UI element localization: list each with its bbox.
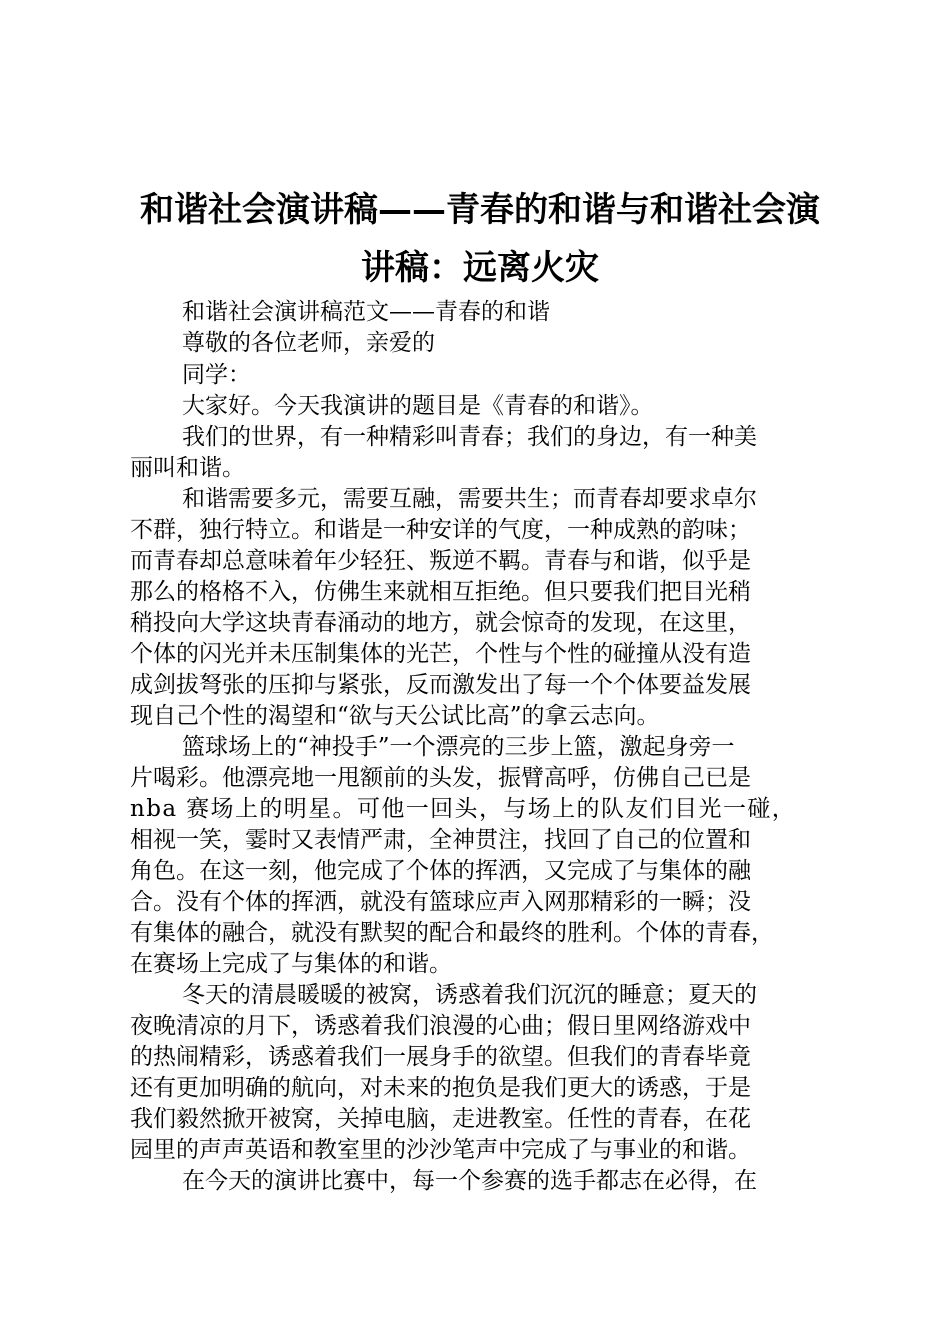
body-line: nba 赛场上的明星。可他一回头，与场上的队友们目光一碰， bbox=[130, 796, 797, 822]
body-line: 在赛场上完成了与集体的和谐。 bbox=[130, 951, 452, 977]
document-title-line-2: 讲稿：远离火灾 bbox=[361, 248, 599, 288]
body-line: 不群，独行特立。和谐是一种安详的气度，一种成熟的韵味； bbox=[130, 517, 751, 543]
body-line: 相视一笑，霎时又表情严肃，全神贯注，找回了自己的位置和 bbox=[130, 827, 751, 853]
body-line: 合。没有个体的挥洒，就没有篮球应声入网那精彩的一瞬；没 bbox=[130, 889, 751, 915]
body-line: 丽叫和谐。 bbox=[130, 455, 245, 481]
body-line: 那么的格格不入，仿佛生来就相互拒绝。但只要我们把目光稍 bbox=[130, 579, 751, 605]
body-line: 而青春却总意味着年少轻狂、叛逆不羁。青春与和谐，似乎是 bbox=[130, 548, 751, 574]
body-line: 和谐社会演讲稿范文——青春的和谐 bbox=[182, 299, 550, 325]
body-line: 角色。在这一刻，他完成了个体的挥洒，又完成了与集体的融 bbox=[130, 858, 751, 884]
body-line: 同学： bbox=[182, 362, 251, 388]
body-line: 个体的闪光并未压制集体的光芒，个性与个性的碰撞从没有造 bbox=[130, 641, 751, 667]
document-title-line-1: 和谐社会演讲稿——青春的和谐与和谐社会演 bbox=[140, 190, 820, 230]
body-line: 大家好。今天我演讲的题目是《青春的和谐》。 bbox=[182, 393, 654, 419]
body-line: 我们毅然掀开被窝，关掉电脑，走进教室。任性的青春，在花 bbox=[130, 1106, 751, 1132]
body-line: 在今天的演讲比赛中，每一个参赛的选手都志在必得，在 bbox=[182, 1168, 757, 1194]
body-line: 我们的世界，有一种精彩叫青春；我们的身边，有一种美 bbox=[182, 424, 757, 450]
body-line: 夜晚清凉的月下，诱惑着我们浪漫的心曲；假日里网络游戏中 bbox=[130, 1013, 751, 1039]
body-line: 还有更加明确的航向，对未来的抱负是我们更大的诱惑，于是 bbox=[130, 1075, 751, 1101]
body-line: 冬天的清晨暖暖的被窝，诱惑着我们沉沉的睡意；夏天的 bbox=[182, 982, 757, 1008]
body-line: 成剑拔弩张的压抑与紧张，反而激发出了每一个个体要益发展 bbox=[130, 672, 751, 698]
body-line: 有集体的融合，就没有默契的配合和最终的胜利。个体的青春， bbox=[130, 920, 774, 946]
body-line: 片喝彩。他漂亮地一甩额前的头发，振臂高呼，仿佛自己已是 bbox=[130, 765, 751, 791]
body-line: 稍投向大学这块青春涌动的地方，就会惊奇的发现，在这里， bbox=[130, 610, 751, 636]
body-line: 现自己个性的渴望和“欲与天公试比高”的拿云志向。 bbox=[130, 703, 660, 729]
body-line: 尊敬的各位老师，亲爱的 bbox=[182, 330, 435, 356]
body-line: 篮球场上的“神投手”一个漂亮的三步上篮，激起身旁一 bbox=[182, 734, 735, 760]
body-line: 和谐需要多元，需要互融，需要共生；而青春却要求卓尔 bbox=[182, 486, 757, 512]
body-line: 园里的声声英语和教室里的沙沙笔声中完成了与事业的和谐。 bbox=[130, 1137, 751, 1163]
body-line: 的热闹精彩，诱惑着我们一展身手的欲望。但我们的青春毕竟 bbox=[130, 1044, 751, 1070]
